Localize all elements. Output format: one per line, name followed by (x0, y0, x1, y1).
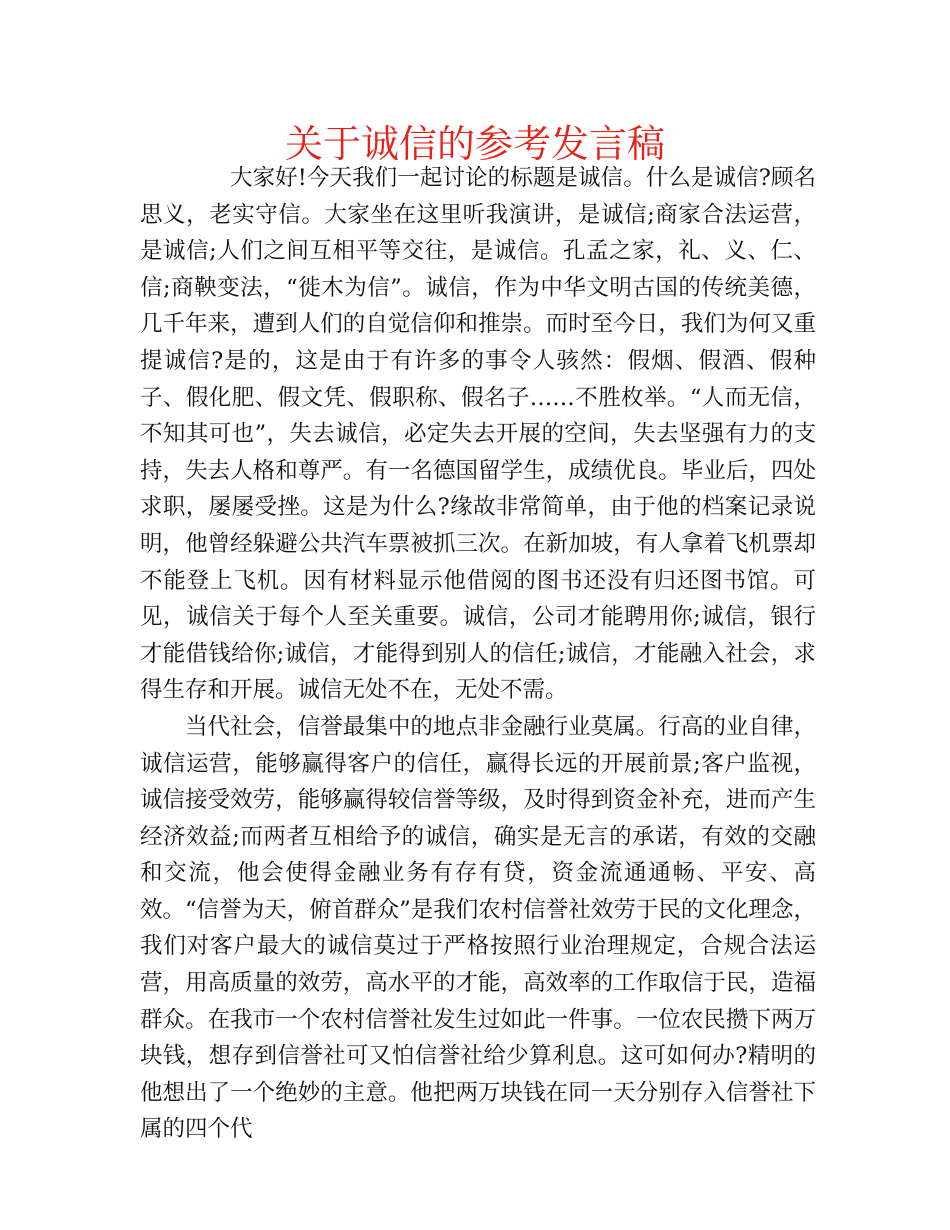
paragraph-2: 当代社会，信誉最集中的地点非金融行业莫属。行高的业自律，诚信运营，能够赢得客户的信任，赢得长远的开展前景;客户监视，诚信接受效劳，能够赢得较信誉等级，及时得到资金补充，进而产生经济效益;而两者互相给予的诚信，确实是无言的承诺，有效的交融和交流，他会使得金融业务有存有贷，资金流通通畅、平安、高效。“信誉为天，俯首群众”是我们农村信誉社效劳于民的文化理念，我们对客户最大的诚信莫过于严格按照行业治理规定，合规合法运营，用高质量的效劳，高水平的才能，高效率的工作取信于民，造福群众。在我市一个农村信誉社发生过如此一件事。一位农民攒下两万块钱，想存到信誉社可又怕信誉社给少算利息。这可如何办?精明的他想出了一个绝妙的主意。他把两万块钱在同一天分别存入信誉社下属的四个代 (140, 713, 816, 1143)
document-body (140, 160, 816, 1148)
paragraph-1: 大家好!今天我们一起讨论的标题是诚信。什么是诚信?顾名思义，老实守信。大家坐在这里听我演讲，是诚信;商家合法运营，是诚信;人们之间互相平等交往，是诚信。孔孟之家，礼、义、仁、信;商鞅变法，“徙木为信”。诚信，作为中华文明古国的传统美德，几千年来，遭到人们的自觉信仰和推崇。而时至今日，我们为何又重提诚信?是的，这是由于有许多的事令人骇然：假烟、假酒、假种子、假化肥、假文凭、假职称、假名子……不胜枚举。“人而无信，不知其可也”，失去诚信，必定失去开展的空间，失去坚强有力的支持，失去人格和尊严。有一名德国留学生，成绩优良。毕业后，四处求职，屡屡受挫。这是为什么?缘故非常简单，由于他的档案记录说明，他曾经躲避公共汽车票被抓三次。在新加坡，有人拿着飞机票却不能登上飞机。因有材料显示他借阅的图书还没有归还图书馆。可见，诚信关于每个人至关重要。诚信，公司才能聘用你;诚信，银行才能借钱给你;诚信，才能得到别人的信任;诚信，才能融入社会，求得生存和开展。诚信无处不在，无处不需。 (140, 165, 816, 704)
document-title: 关于诚信的参考发言稿 (284, 122, 665, 166)
